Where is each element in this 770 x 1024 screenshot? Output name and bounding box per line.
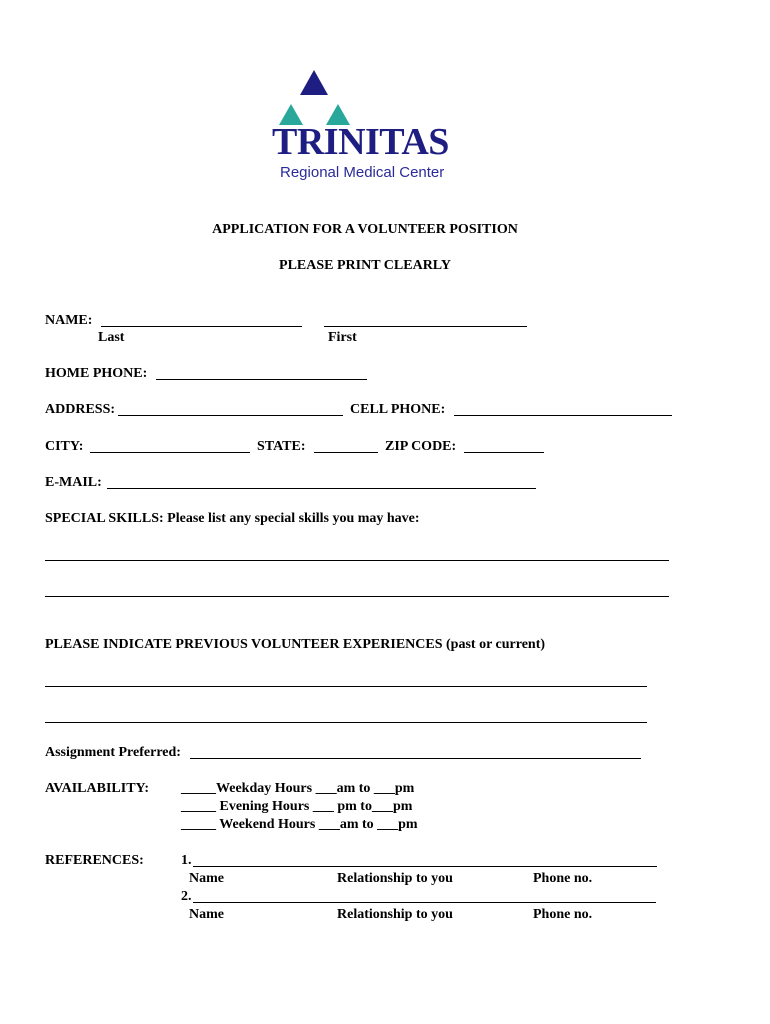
form-instruction: PLEASE PRINT CLEARLY bbox=[279, 258, 451, 273]
reference-1-phone-caption: Phone no. bbox=[533, 871, 593, 886]
first-name-field[interactable] bbox=[324, 326, 527, 327]
address-label: ADDRESS: bbox=[45, 402, 116, 417]
availability-evening[interactable]: _____ Evening Hours ___ pm to___pm bbox=[181, 799, 413, 814]
availability-label: AVAILABILITY: bbox=[45, 781, 150, 796]
last-name-field[interactable] bbox=[101, 326, 302, 327]
form-title: APPLICATION FOR A VOLUNTEER POSITION bbox=[212, 222, 518, 237]
reference-1-relationship-caption: Relationship to you bbox=[337, 871, 453, 886]
reference-2-field[interactable] bbox=[193, 902, 656, 903]
address-field[interactable] bbox=[118, 415, 343, 416]
city-field[interactable] bbox=[90, 452, 250, 453]
special-skills-line-1[interactable] bbox=[45, 560, 669, 561]
email-label: E-MAIL: bbox=[45, 475, 102, 490]
special-skills-label: SPECIAL SKILLS: Please list any special skills you may have: bbox=[45, 511, 420, 526]
trinitas-logo bbox=[272, 70, 462, 185]
email-field[interactable] bbox=[107, 488, 536, 489]
availability-weekend[interactable]: _____ Weekend Hours ___am to ___pm bbox=[181, 817, 418, 832]
reference-2-number: 2. bbox=[181, 889, 192, 904]
experience-line-2[interactable] bbox=[45, 722, 647, 723]
zip-field[interactable] bbox=[464, 452, 544, 453]
cell-phone-label: CELL PHONE: bbox=[350, 402, 446, 417]
last-name-caption: Last bbox=[98, 330, 125, 345]
reference-2-relationship-caption: Relationship to you bbox=[337, 907, 453, 922]
experience-label: PLEASE INDICATE PREVIOUS VOLUNTEER EXPERIENCES (past or current) bbox=[45, 637, 546, 652]
reference-1-number: 1. bbox=[181, 853, 192, 868]
state-label: STATE: bbox=[257, 439, 306, 454]
name-label: NAME: bbox=[45, 313, 93, 328]
references-label: REFERENCES: bbox=[45, 853, 144, 868]
reference-1-name-caption: Name bbox=[189, 871, 224, 886]
cell-phone-field[interactable] bbox=[454, 415, 672, 416]
special-skills-line-2[interactable] bbox=[45, 596, 669, 597]
logo-wordmark: TRINITAS bbox=[272, 121, 449, 163]
availability-weekday[interactable]: _____Weekday Hours ___am to ___pm bbox=[181, 781, 415, 796]
state-field[interactable] bbox=[314, 452, 378, 453]
logo-subtitle: Regional Medical Center bbox=[280, 164, 445, 181]
logo-triangles-icon bbox=[272, 70, 462, 126]
home-phone-label: HOME PHONE: bbox=[45, 366, 148, 381]
experience-line-1[interactable] bbox=[45, 686, 647, 687]
reference-2-name-caption: Name bbox=[189, 907, 224, 922]
reference-2-phone-caption: Phone no. bbox=[533, 907, 593, 922]
assignment-label: Assignment Preferred: bbox=[45, 745, 181, 760]
zip-label: ZIP CODE: bbox=[385, 439, 457, 454]
reference-1-field[interactable] bbox=[193, 866, 657, 867]
home-phone-field[interactable] bbox=[156, 379, 367, 380]
assignment-field[interactable] bbox=[190, 758, 641, 759]
first-name-caption: First bbox=[328, 330, 357, 345]
city-label: CITY: bbox=[45, 439, 84, 454]
